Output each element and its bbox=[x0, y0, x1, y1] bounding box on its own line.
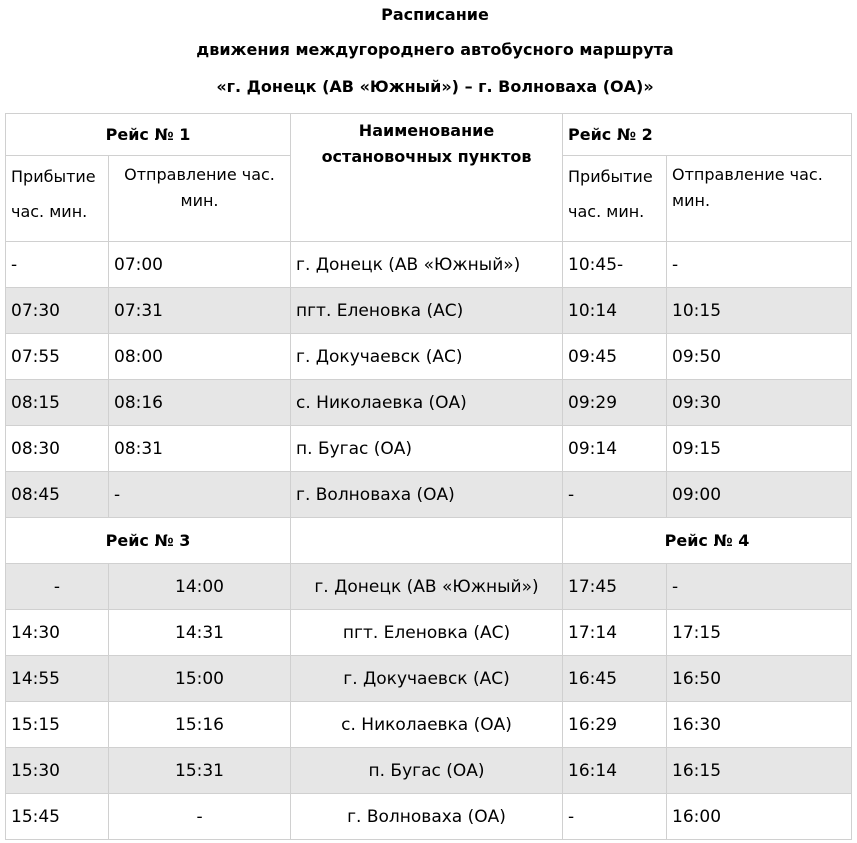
trip1-departure: 08:31 bbox=[109, 426, 291, 472]
trip4-arrival: - bbox=[563, 794, 667, 840]
trip2-departure: 09:15 bbox=[667, 426, 852, 472]
trip3-departure: 15:16 bbox=[109, 702, 291, 748]
trip2-departure: 09:50 bbox=[667, 334, 852, 380]
table-row bbox=[6, 288, 852, 334]
trip2-arrival: 10:45- bbox=[563, 242, 667, 288]
trip3-header: Рейс № 3 bbox=[6, 518, 291, 564]
table-row bbox=[6, 748, 852, 794]
trip2-departure: 10:15 bbox=[667, 288, 852, 334]
trip1-arrival-header: Прибытие час. мин. bbox=[6, 156, 109, 242]
trip2-header: Рейс № 2 bbox=[563, 114, 852, 156]
trip4-arrival: 16:45 bbox=[563, 656, 667, 702]
trip2-departure: - bbox=[667, 242, 852, 288]
trip3-arrival: 15:30 bbox=[6, 748, 109, 794]
trip1-arrival: 08:15 bbox=[6, 380, 109, 426]
stop-name: г. Волноваха (ОА) bbox=[291, 472, 563, 518]
trip1-departure: 07:31 bbox=[109, 288, 291, 334]
table-row bbox=[6, 702, 852, 748]
trip3-arrival: 14:30 bbox=[6, 610, 109, 656]
trip3-departure: 15:31 bbox=[109, 748, 291, 794]
stop-name: г. Донецк (АВ «Южный») bbox=[291, 564, 563, 610]
stop-name: пгт. Еленовка (АС) bbox=[291, 610, 563, 656]
stop-name: п. Бугас (ОА) bbox=[291, 748, 563, 794]
trip2-arrival-header: Прибытие час. мин. bbox=[563, 156, 667, 242]
trip1-departure-header: Отправление час. мин. bbox=[109, 156, 291, 242]
table-row bbox=[6, 242, 852, 288]
trip1-departure: 07:00 bbox=[109, 242, 291, 288]
trip4-departure: 16:00 bbox=[667, 794, 852, 840]
trip4-departure: 16:15 bbox=[667, 748, 852, 794]
page-title-line2: движения междугороднего автобусного маршрута bbox=[196, 40, 674, 59]
trip2-arrival: - bbox=[563, 472, 667, 518]
trip4-arrival: 17:45 bbox=[563, 564, 667, 610]
table-row bbox=[6, 610, 852, 656]
stop-name: п. Бугас (ОА) bbox=[291, 426, 563, 472]
table-row bbox=[6, 334, 852, 380]
trip1-arrival: - bbox=[6, 242, 109, 288]
trip1-arrival: 07:55 bbox=[6, 334, 109, 380]
stops-header: Наименование остановочных пунктов bbox=[291, 114, 563, 242]
trip3-departure: 14:00 bbox=[109, 564, 291, 610]
table-row bbox=[6, 380, 852, 426]
stop-name: г. Волноваха (ОА) bbox=[291, 794, 563, 840]
trip4-departure: 16:50 bbox=[667, 656, 852, 702]
trip4-departure: - bbox=[667, 564, 852, 610]
schedule-table bbox=[5, 113, 852, 840]
trip3-arrival: - bbox=[6, 564, 109, 610]
trip2-departure: 09:00 bbox=[667, 472, 852, 518]
trip4-header: Рейс № 4 bbox=[563, 518, 852, 564]
trip4-arrival: 16:29 bbox=[563, 702, 667, 748]
table-row bbox=[6, 564, 852, 610]
trip2-arrival: 09:14 bbox=[563, 426, 667, 472]
page-title-line3: «г. Донецк (АВ «Южный») – г. Волноваха (ОА)» bbox=[216, 77, 654, 96]
stop-name: г. Докучаевск (АС) bbox=[291, 334, 563, 380]
stop-name: г. Докучаевск (АС) bbox=[291, 656, 563, 702]
trip3-departure: 15:00 bbox=[109, 656, 291, 702]
table-row bbox=[6, 472, 852, 518]
trip2-departure: 09:30 bbox=[667, 380, 852, 426]
stop-name: с. Николаевка (ОА) bbox=[291, 380, 563, 426]
table-row bbox=[6, 794, 852, 840]
trip2-arrival: 09:45 bbox=[563, 334, 667, 380]
trip4-arrival: 16:14 bbox=[563, 748, 667, 794]
trip3-arrival: 14:55 bbox=[6, 656, 109, 702]
trip1-departure: 08:16 bbox=[109, 380, 291, 426]
page-title-line1: Расписание bbox=[381, 5, 489, 24]
table-row bbox=[6, 656, 852, 702]
stop-name: г. Донецк (АВ «Южный») bbox=[291, 242, 563, 288]
trip1-arrival: 08:30 bbox=[6, 426, 109, 472]
trip4-departure: 17:15 bbox=[667, 610, 852, 656]
trip1-arrival: 07:30 bbox=[6, 288, 109, 334]
stops-header-empty bbox=[291, 518, 563, 564]
trip2-departure-header: Отправление час. мин. bbox=[667, 156, 852, 242]
trip1-departure: 08:00 bbox=[109, 334, 291, 380]
trip1-header: Рейс № 1 bbox=[6, 114, 291, 156]
trip4-arrival: 17:14 bbox=[563, 610, 667, 656]
trip3-arrival: 15:15 bbox=[6, 702, 109, 748]
trip1-arrival: 08:45 bbox=[6, 472, 109, 518]
trip2-arrival: 10:14 bbox=[563, 288, 667, 334]
trip3-departure: - bbox=[109, 794, 291, 840]
trip1-departure: - bbox=[109, 472, 291, 518]
trip4-departure: 16:30 bbox=[667, 702, 852, 748]
trip3-arrival: 15:45 bbox=[6, 794, 109, 840]
trip3-departure: 14:31 bbox=[109, 610, 291, 656]
stop-name: с. Николаевка (ОА) bbox=[291, 702, 563, 748]
trip2-arrival: 09:29 bbox=[563, 380, 667, 426]
table-row bbox=[6, 426, 852, 472]
stop-name: пгт. Еленовка (АС) bbox=[291, 288, 563, 334]
